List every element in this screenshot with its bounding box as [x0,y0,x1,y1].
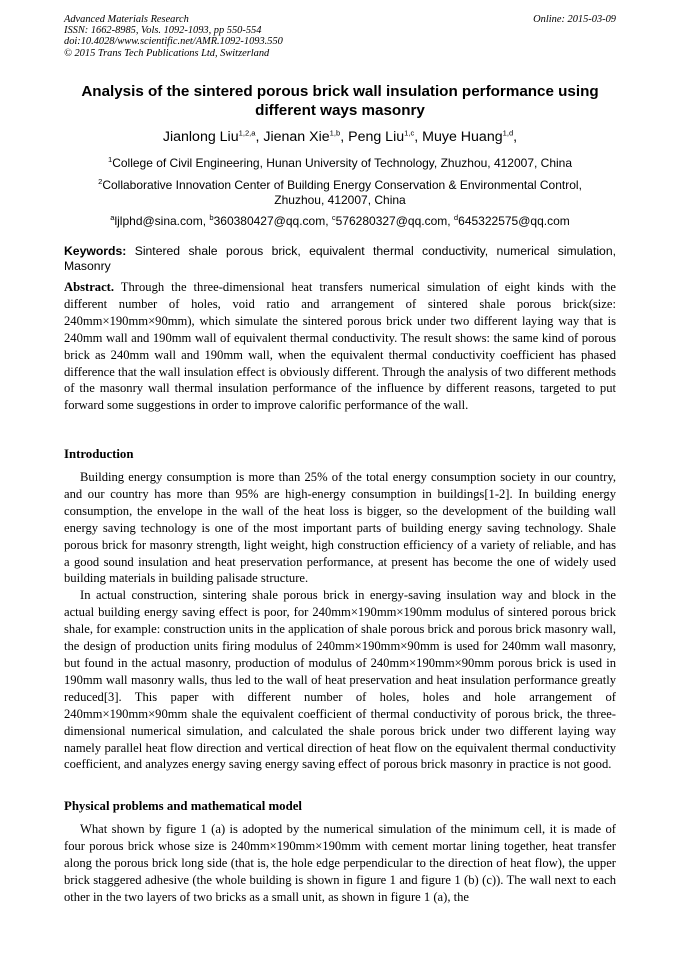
email-list: $^a$ljlphd@sina.com, $^b$360380427@qq.com, $^c$576280327@qq.com, $^d$645322575@qq.com [110,213,570,228]
issn-line: ISSN: 1662-8985, Vols. 1092-1093, pp 550-554 [64,25,262,37]
paragraph: What shown by figure 1 (a) is adopted by the numerical simulation of the minimum cell, it is made of four porous brick whose size is 240mm×190mm×190mm with cement mortar lining together, heat transfer along the porous brick long side (that is, the hole edge perpendicular to the direction of heat flow), the upper brick staggered adhesive (the whole building is shown in figure 1 and figure 1 (b) (c)). The wall next to each other in the two layers of two bricks as a small unit, as shown in figure 1 (a), the [64,822,616,904]
physical-body [64,821,616,906]
journal-header [64,14,616,59]
affiliation-1: $^1$College of Civil Engineering, Hunan University of Technology, Zhuzhou, 412007, China [107,155,573,170]
author: Jienan Xie$^{1,b}$, [263,128,349,145]
copyright-line: © 2015 Trans Tech Publications Ltd, Switzerland [64,47,270,59]
abstract-text: Through the three-dimensional heat transfers numerical simulation of eight kinds with the different number of holes, void ratio and arrangement of sintered shale porous brick(size: 240mm×190mm×90mm), which simulate the sintered porous brick under two different laying way that is 240mm wall and 190mm wall of equivalent thermal conductivity. The result shows: the same kind of porous brick as 240mm wall and 190mm wall, when the equivalent thermal conductivity coefficient has phased difference that the wall insulation effect is obviously different. Through the analysis of two different methods of the masonry wall thermal insulation performance of the influence by different reasons, targeted to put forward some suggestions in order to improve calorific performance of the wall. [64,280,617,413]
introduction-body [64,469,616,773]
author: Jianlong Liu$^{1,2,a}$, [162,128,264,145]
affiliation-2: $^2$Collaborative Innovation Center of Building Energy Conservation & Environmental Control, Zhuzhou, 412007, China [98,177,582,207]
doi-line: doi:10.4028/www.scientific.net/AMR.1092-1093.550 [64,36,283,48]
keywords-text: Sintered shale porous brick, equivalent thermal conductivity, numerical simulation, Masonry [64,244,616,274]
author: Peng Liu$^{1,c}$, [348,128,423,145]
introduction-heading: Introduction [64,447,134,461]
author-list [64,128,616,146]
physical-heading: Physical problems and mathematical model [64,799,302,813]
abstract [64,279,616,414]
keywords [64,244,616,275]
paper-title: Analysis of the sintered porous brick wall insulation performance using different ways masonry [81,83,599,119]
keywords-label: Keywords: [64,244,127,258]
paragraph: Building energy consumption is more than 25% of the total energy consumption society in our country, and our country has more than 95% are high-energy consumption in buildings[1-2]. In building energy consumption, the envelope in the wall of the heat loss is bigger, so the development of the building wall energy saving technology is one of the most important parts of building energy saving technology. Shale porous brick for masonry strength, light weight, high construction efficiency of a variety of reliable, and has a good sound insulation and heat preservation performance, at present has become the one of widely used building materials in building palisade structure. [64,470,616,586]
author: Muye Huang$^{1,d}$, [422,128,518,145]
paragraph: In actual construction, sintering shale porous brick in energy-saving insulation way and block in the actual building energy saving effect is poor, for 240mm×190mm×190mm modulus of sintered porous brick shale, for example: construction units in the application of shale porous brick and porous brick masonry wall, the design of production units firing modulus of 240mm×190mm×90mm is used for 240mm wall masonry, but found in the actual masonry, production of modulus of 240mm×190mm×90mm porous brick is used in 190mm wall masonry walls, thus led to the wall of heat preservation and heat insulation performance greatly reduced[3]. This paper with different number of holes, holes and hole arrangement of 240mm×190mm×90mm shale the equivalent coefficient of thermal conductivity of porous brick, the three-dimensional numerical simulation, and calculated the shale porous brick under two different laying way namely parallel heat flow direction and vertical direction of heat flow on the equivalent thermal conductivity coefficient, and analyzes energy saving energy saving effect of porous brick masonry in practice is not good. [64,588,616,772]
journal-name: Advanced Materials Research [64,14,189,25]
abstract-label: Abstract. [64,280,115,294]
online-date: Online: 2015-03-09 [533,14,616,25]
